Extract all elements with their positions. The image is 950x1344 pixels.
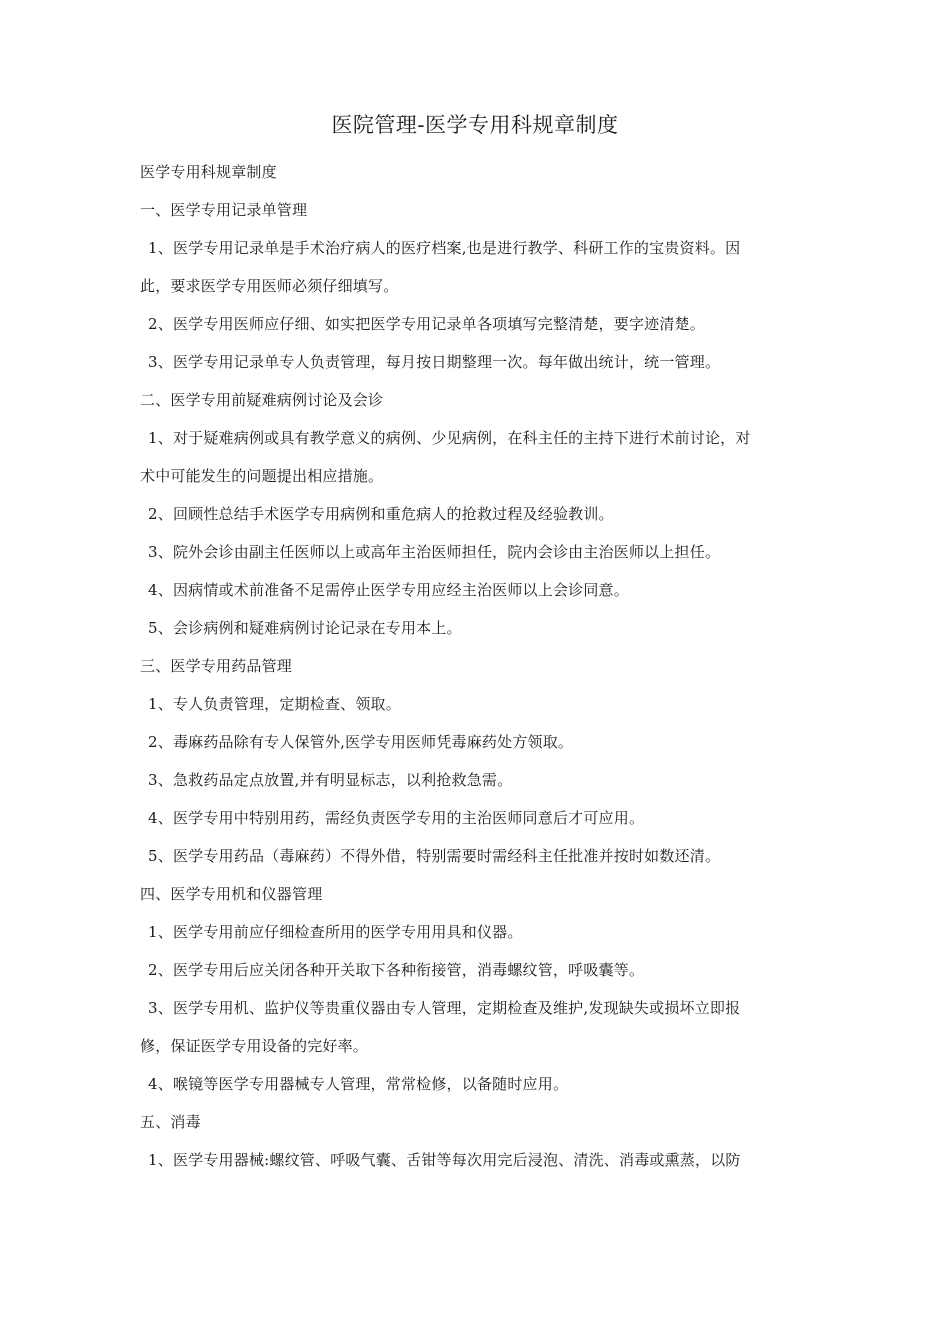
text-line: 4、喉镜等医学专用器械专人管理，常常检修，以备随时应用。 <box>148 1075 569 1093</box>
text-line: 四、医学专用机和仪器管理 <box>140 885 323 903</box>
text-line: 3、院外会诊由副主任医师以上或高年主治医师担任，院内会诊由主治医师以上担任。 <box>148 543 721 561</box>
text-line: 修，保证医学专用设备的完好率。 <box>140 1037 369 1055</box>
text-line: 医学专用科规章制度 <box>140 163 277 181</box>
text-line: 1、医学专用器械:螺纹管、呼吸气囊、舌钳等每次用完后浸泡、清洗、消毒或熏蒸，以防 <box>148 1151 741 1169</box>
text-line: 3、医学专用记录单专人负责管理，每月按日期整理一次。每年做出统计，统一管理。 <box>148 353 721 371</box>
text-line: 5、会诊病例和疑难病例讨论记录在专用本上。 <box>148 619 462 637</box>
text-line: 2、医学专用后应关闭各种开关取下各种衔接管，消毒螺纹管，呼吸囊等。 <box>148 961 645 979</box>
text-line: 2、医学专用医师应仔细、如实把医学专用记录单各项填写完整清楚，要字迹清楚。 <box>148 315 705 333</box>
text-line: 三、医学专用药品管理 <box>140 657 293 675</box>
text-line: 3、急救药品定点放置,并有明显标志，以利抢救急需。 <box>148 771 513 789</box>
text-line: 1、对于疑难病例或具有教学意义的病例、少见病例，在科主任的主持下进行术前讨论，对 <box>148 429 751 447</box>
text-line: 1、医学专用前应仔细检查所用的医学专用用具和仪器。 <box>148 923 523 941</box>
text-line: 3、医学专用机、监护仪等贵重仪器由专人管理，定期检查及维护,发现缺失或损坏立即报 <box>148 999 741 1017</box>
document-title: 医院管理-医学专用科规章制度 <box>331 113 619 137</box>
text-line: 术中可能发生的问题提出相应措施。 <box>140 467 384 485</box>
text-line: 5、医学专用药品（毒麻药）不得外借，特别需要时需经科主任批准并按时如数还清。 <box>148 847 721 865</box>
text-line: 4、因病情或术前准备不足需停止医学专用应经主治医师以上会诊同意。 <box>148 581 629 599</box>
text-line: 五、消毒 <box>140 1113 201 1131</box>
text-line: 此，要求医学专用医师必须仔细填写。 <box>140 277 399 295</box>
text-line: 1、专人负责管理，定期检查、领取。 <box>148 695 401 713</box>
text-line: 2、回顾性总结手术医学专用病例和重危病人的抢救过程及经验教训。 <box>148 505 614 523</box>
text-line: 一、医学专用记录单管理 <box>140 201 308 219</box>
text-line: 4、医学专用中特别用药，需经负责医学专用的主治医师同意后才可应用。 <box>148 809 645 827</box>
document-body <box>140 153 830 1179</box>
text-line: 2、毒麻药品除有专人保管外,医学专用医师凭毒麻药处方领取。 <box>148 733 574 751</box>
text-line: 1、医学专用记录单是手术治疗病人的医疗档案,也是进行教学、科研工作的宝贵资料。因 <box>148 239 741 257</box>
text-line: 二、医学专用前疑难病例讨论及会诊 <box>140 391 384 409</box>
